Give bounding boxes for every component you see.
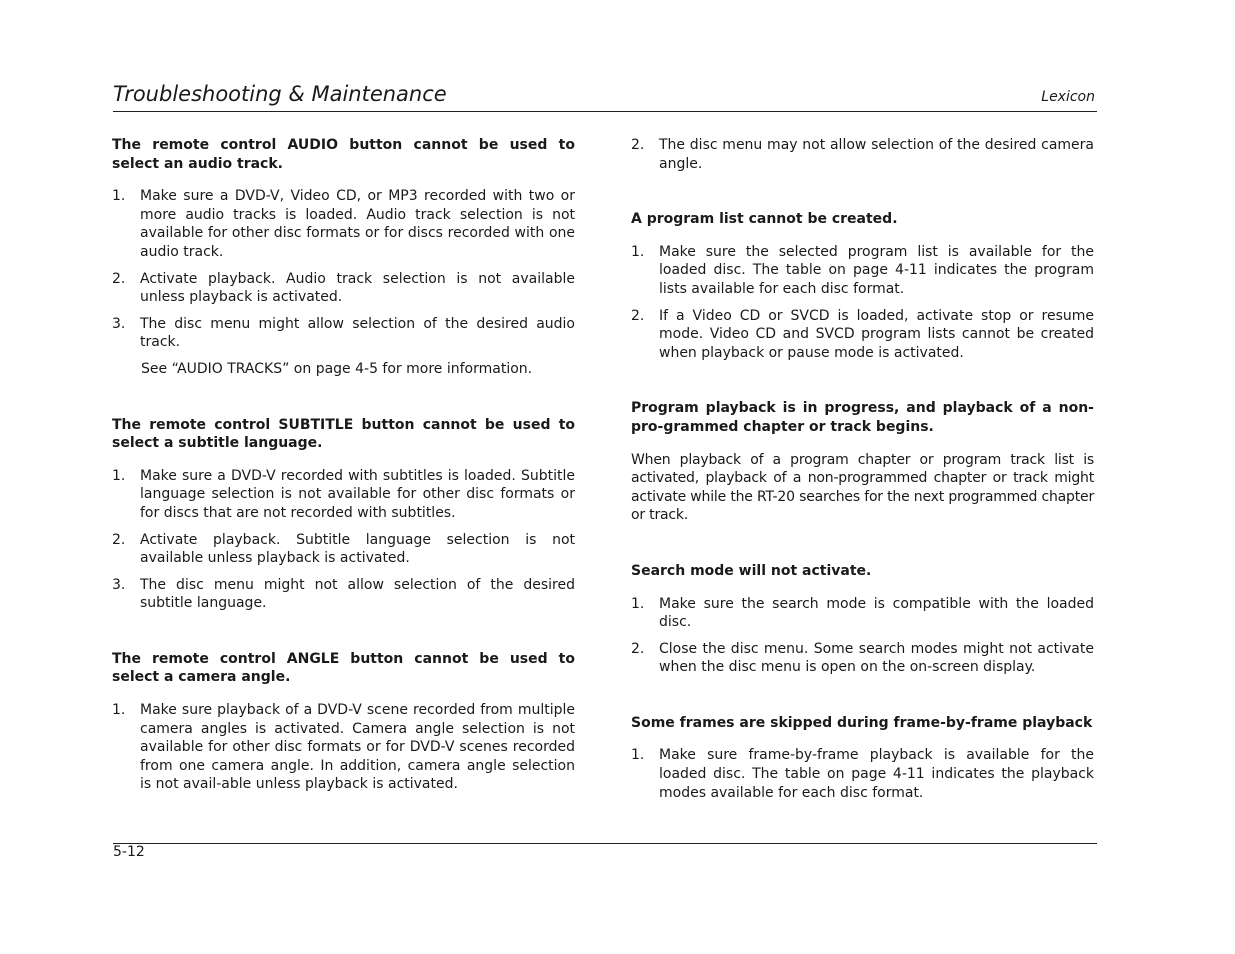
step-list — [631, 243, 1094, 363]
right-column — [631, 136, 1094, 802]
list-item: 1. Make sure frame-by-frame playback is available for the loaded disc. The table on page 4-11 indicates the playback modes available for each disc format. — [631, 747, 1094, 801]
section-heading: Search mode will not activate. — [631, 562, 872, 579]
section-heading: The remote control ANGLE button cannot be used to select a camera angle. — [112, 650, 575, 686]
step-list — [631, 746, 1094, 802]
program-list-section — [631, 210, 1094, 362]
step-list — [112, 467, 575, 613]
list-item: 3. The disc menu might not allow selection of the desired subtitle language. — [112, 576, 575, 612]
left-column — [112, 136, 575, 794]
page-title: Troubleshooting & Maintenance — [113, 82, 447, 106]
audio-section — [112, 136, 575, 379]
frames-section — [631, 714, 1094, 802]
list-item: 1. Make sure playback of a DVD-V scene recorded from multiple camera angles is activated. Camera angle selection is not available for other disc formats or for DVD-V scenes recorded from one camera angle. In addition, camera angle selection is not avail-able unless playback is activated. — [112, 702, 575, 793]
list-item: 3. The disc menu might allow selection of the desired audio track. — [112, 315, 575, 351]
angle-section — [112, 650, 575, 794]
section-heading: The remote control SUBTITLE button cannot be used to select a subtitle language. — [112, 416, 575, 452]
list-item: 2. Activate playback. Subtitle language selection is not available unless playback is activated. — [112, 531, 575, 567]
step-list — [631, 595, 1094, 677]
body-paragraph: When playback of a program chapter or program track list is activated, playback of a non-programmed chapter or track might activate while the RT-20 searches for the next programmed chapter or track. — [631, 451, 1094, 524]
step-list — [631, 136, 1094, 173]
list-item: 1. Make sure a DVD-V, Video CD, or MP3 recorded with two or more audio tracks is loaded. Audio track selection is not available for other disc formats or for discs recorded with one audio track. — [112, 188, 575, 260]
page-number: 5-12 — [113, 844, 145, 860]
section-heading: Some frames are skipped during frame-by-frame playback — [631, 714, 1093, 731]
step-list — [112, 701, 575, 794]
step-list — [112, 187, 575, 352]
list-item: 1. Make sure a DVD-V recorded with subtitles is loaded. Subtitle language selection is not available for other disc formats or for discs that are not recorded with subtitles. — [112, 467, 575, 521]
header-rule — [113, 111, 1097, 112]
footer-rule — [113, 843, 1097, 844]
subtitle-section — [112, 416, 575, 613]
section-heading: The remote control AUDIO button cannot be used to select an audio track. — [112, 137, 575, 172]
angle-continued-section — [631, 136, 1094, 173]
list-item: 1. Make sure the search mode is compatible with the loaded disc. — [631, 595, 1094, 631]
section-heading: Program playback is in progress, and playback of a non-pro-grammed chapter or track begins. — [631, 400, 1094, 435]
program-playback-section — [631, 399, 1094, 525]
cross-reference-note: See “AUDIO TRACKS” on page 4-5 for more information. — [141, 360, 533, 377]
list-item: 2. Activate playback. Audio track selection is not available unless playback is activated. — [112, 270, 575, 306]
list-item: 2. The disc menu may not allow selection of the desired camera angle. — [631, 137, 1094, 172]
search-section — [631, 562, 1094, 677]
brand-name: Lexicon — [1041, 89, 1095, 105]
section-heading: A program list cannot be created. — [631, 211, 898, 228]
list-item: 2. If a Video CD or SVCD is loaded, activate stop or resume mode. Video CD and SVCD program lists cannot be created when playback or pause mode is activated. — [631, 307, 1094, 361]
list-item: 1. Make sure the selected program list is available for the loaded disc. The table on page 4-11 indicates the program lists available for each disc format. — [631, 243, 1094, 297]
list-item: 2. Close the disc menu. Some search modes might not activate when the disc menu is open on the on-screen display. — [631, 640, 1094, 676]
